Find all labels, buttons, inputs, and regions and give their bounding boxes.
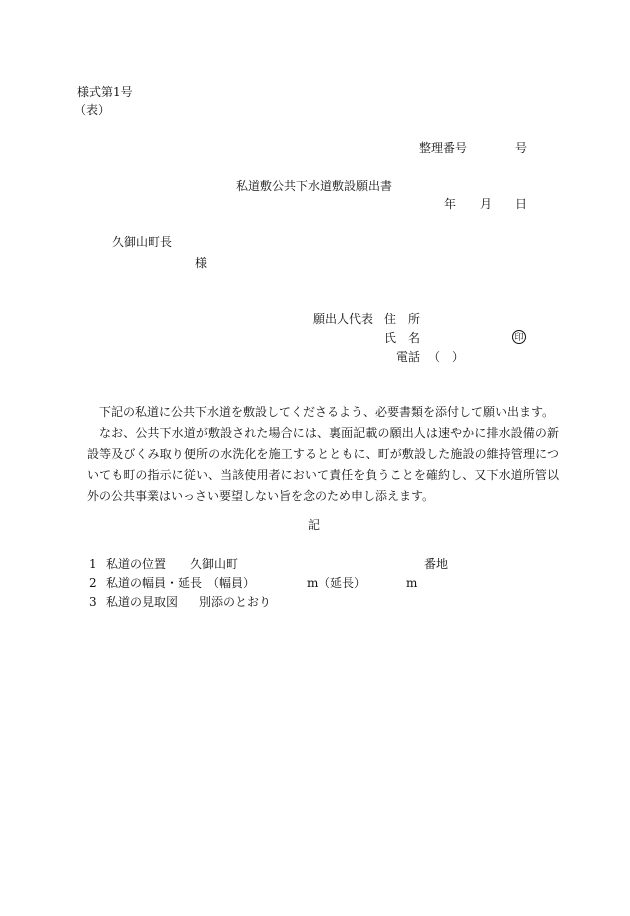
item-1-label: 私道の位置	[106, 557, 167, 571]
date-year: 年	[444, 197, 457, 211]
phone-label: 電話	[396, 350, 421, 364]
body-paragraph-1: 下記の私道に公共下水道を敷設してくださるよう、必要書類を添付して願い出ます。	[99, 405, 555, 419]
body-paragraph-2: なお、公共下水道が敷設された場合には、裏面記載の願出人は速やかに排水設備の新設等及びくみ取り便所の水洗化を施工するとともに、町が敷設した施設の維持管理についても町の指示に従い、当該使用者において責任を負うことを確約し、又下水道所管以外の公共事業はいっさい要望しない旨を念のため申し添えます。	[87, 426, 559, 503]
item-2-width-label: （幅員）	[207, 576, 256, 590]
ki-heading: 記	[308, 518, 321, 532]
reference-label: 整理番号	[419, 141, 468, 155]
item-3-label: 私道の見取図	[106, 595, 179, 609]
item-2-number: 2	[89, 576, 97, 590]
item-1-suffix: 番地	[424, 557, 449, 571]
phone-parens: （ ）	[428, 350, 465, 364]
body-text	[87, 402, 559, 507]
item-2-length-unit: m	[406, 576, 418, 590]
applicant-label: 願出人代表	[313, 312, 374, 326]
date-month: 月	[480, 197, 493, 211]
date-day: 日	[515, 197, 528, 211]
item-3-number: 3	[89, 595, 97, 609]
item-1-value: 久御山町	[190, 557, 239, 571]
seal-mark: 印	[512, 330, 526, 344]
item-3-value: 別添のとおり	[199, 595, 272, 609]
form-number: 様式第1号	[77, 85, 133, 99]
addressee-honorific: 様	[195, 256, 208, 270]
document-title: 私道敷公共下水道敷設願出書	[236, 179, 393, 193]
item-2-label: 私道の幅員・延長	[106, 576, 203, 590]
name-label: 氏 名	[384, 331, 421, 345]
item-2-length-label: （延長）	[318, 576, 367, 590]
address-label: 住 所	[384, 312, 421, 326]
addressee-name: 久御山町長	[112, 235, 173, 249]
item-2-width-unit: m	[307, 576, 319, 590]
item-1-number: 1	[89, 557, 97, 571]
form-side: （表）	[74, 103, 111, 117]
reference-suffix: 号	[515, 141, 528, 155]
